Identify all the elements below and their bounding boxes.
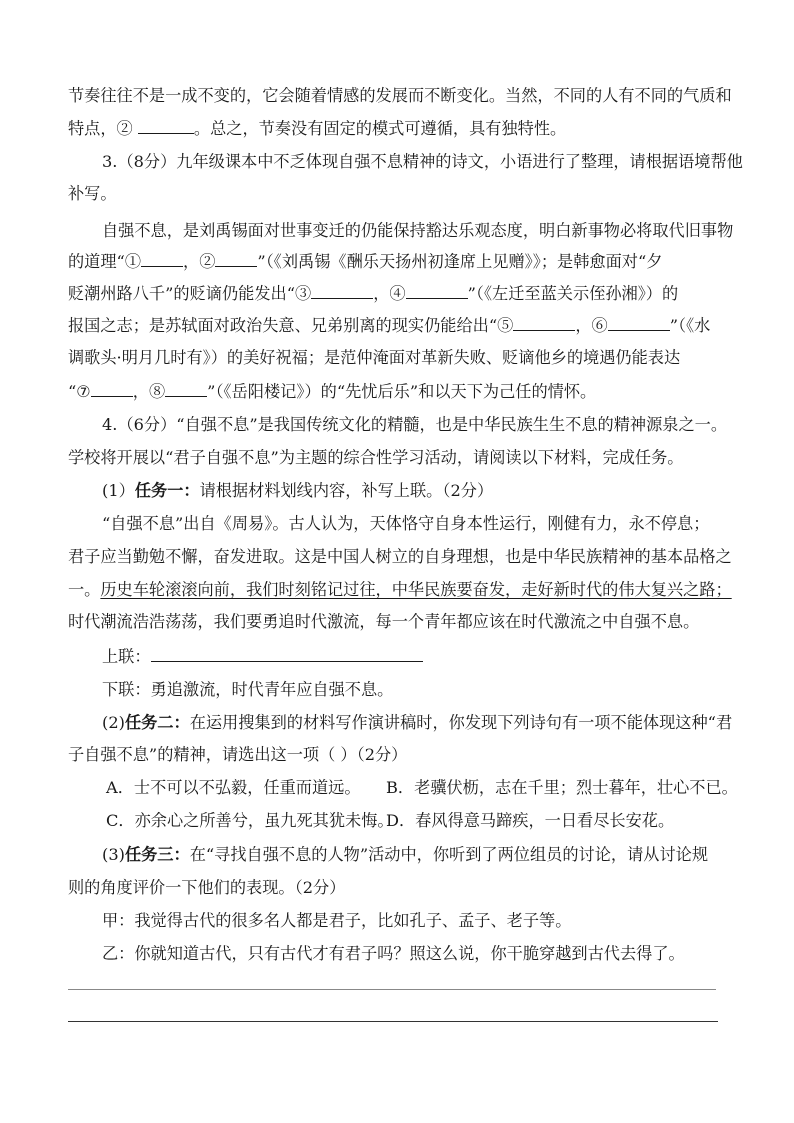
answer-blank-7[interactable] xyxy=(91,380,133,397)
answer-blank-6[interactable] xyxy=(608,314,670,331)
text-span: (1） xyxy=(102,481,135,500)
text-span: “⑦ xyxy=(68,382,91,401)
answer-blank[interactable] xyxy=(138,117,194,134)
question-4-title: 4.（6分）“自强不息”是我国传统文化的精髓，也是中华民族生生不息的精神源泉之一。 xyxy=(102,415,728,434)
dialogue-jia: 甲：我觉得古代的很多名人都是君子，比如孔子、孟子、老子等。 xyxy=(102,911,572,930)
text-line: 补写。 xyxy=(68,184,117,203)
text-line xyxy=(68,117,566,141)
text-span: 的道理“① xyxy=(68,252,142,271)
material-line: 时代潮流浩浩荡荡，我们要勇追时代激流，每一个青年都应该在时代激流之中自强不息。 xyxy=(68,612,700,631)
text-line xyxy=(68,314,710,338)
text-span: 在“寻找自强不息的人物”活动中，你听到了两位组员的讨论，请从讨论规 xyxy=(189,845,709,864)
text-line xyxy=(68,380,596,404)
text-span: 在运用搜集到的材料写作演讲稿时，你发现下列诗句有一项不能体现这种“君 xyxy=(189,713,733,732)
option-a[interactable]: A．士不可以不弘毅，任重而道远。 xyxy=(106,778,361,797)
text-line xyxy=(68,282,678,306)
underlined-material: 历史车轮滚滚向前，我们时刻铭记过往，中华民族要奋发，走好新时代的伟大复兴之路； xyxy=(100,580,732,599)
answer-line[interactable] xyxy=(68,989,716,990)
text-line: 节奏往往不是一成不变的，它会随着情感的发展而不断变化。当然，不同的人有不同的气质和 xyxy=(68,86,732,105)
lower-couplet: 下联：勇追激流，时代青年应自强不息。 xyxy=(102,680,394,699)
text-span: ，⑧ xyxy=(132,382,166,401)
text-span: 一。 xyxy=(68,580,101,599)
question-3-title: 3.（8分）九年级课本中不乏体现自强不息精神的诗文，小语进行了整理，请根据语境帮他 xyxy=(102,152,743,171)
task-1-prompt xyxy=(102,479,493,503)
text-line: 则的角度评价一下他们的表现。（2分） xyxy=(68,878,346,897)
task-label: 任务三： xyxy=(124,845,190,864)
task-label: 任务一： xyxy=(134,481,200,500)
answer-blank-3[interactable] xyxy=(311,282,373,299)
dialogue-yi: 乙：你就知道古代，只有古代才有君子吗？照这么说，你干脆穿越到古代去得了。 xyxy=(102,944,685,963)
upper-couplet-blank[interactable] xyxy=(151,645,423,662)
text-span: ，④ xyxy=(373,284,406,303)
text-line xyxy=(68,250,662,274)
answer-blank-5[interactable] xyxy=(513,314,575,331)
text-span: 请根据材料划线内容，补写上联。（2分） xyxy=(199,481,494,500)
text-span: ”（《左迁至蓝关示侄孙湘》）的 xyxy=(467,284,679,303)
text-span: 报国之志；是苏轼面对政治失意、兄弟别离的现实仍能给出“⑤ xyxy=(68,316,514,335)
material-line xyxy=(68,578,732,602)
text-span: (3) xyxy=(102,845,125,864)
text-span: ，② xyxy=(183,252,216,271)
option-b[interactable]: B．老骥伏枥，志在千里；烈士暮年，壮心不已。 xyxy=(386,778,738,797)
upper-couplet-line xyxy=(102,645,423,669)
answer-blank-2[interactable] xyxy=(215,250,257,267)
text-span: 特点，② xyxy=(68,119,133,138)
text-span: 贬潮州路八千”的贬谪仍能发出“③ xyxy=(68,284,312,303)
text-span: ”（《刘禹锡《酬乐天扬州初逢席上见赠》》；是韩愈面对“夕 xyxy=(257,252,663,271)
answer-blank-1[interactable] xyxy=(141,250,183,267)
text-span: ”（《水 xyxy=(669,316,711,335)
option-c[interactable]: C．亦余心之所善兮，虽九死其犹未悔。 xyxy=(106,811,394,830)
text-span: 上联： xyxy=(102,647,151,666)
text-line: 学校将开展以“君子自强不息”为主题的综合性学习活动，请阅读以下材料，完成任务。 xyxy=(68,448,684,467)
task-label: 任务二： xyxy=(124,713,190,732)
text-line: 调歌头·明月几时有》）的美好祝福；是范仲淹面对革新失败、贬谪他乡的境遇仍能表达 xyxy=(68,348,681,367)
answer-line[interactable] xyxy=(68,1021,718,1022)
material-line: 君子应当勤勉不懈，奋发进取。这是中国人树立的自身理想，也是中华民族精神的基本品格之 xyxy=(68,547,732,566)
material-line: “自强不息”出自《周易》。古人认为，天体恪守自身本性运行，刚健有力，永不停息； xyxy=(102,514,710,533)
task-3-prompt xyxy=(102,843,708,867)
task-2-prompt xyxy=(102,711,732,735)
text-span: (2) xyxy=(102,713,125,732)
option-d[interactable]: D．春风得意马蹄疾，一日看尽长安花。 xyxy=(386,811,675,830)
text-line: 自强不息，是刘禹锡面对世事变迁的仍能保持豁达乐观态度，明白新事物必将取代旧事物 xyxy=(102,221,734,240)
answer-blank-8[interactable] xyxy=(165,380,207,397)
text-span: ，⑥ xyxy=(575,316,608,335)
text-line: 子自强不息”的精神，请选出这一项（ ）（2分） xyxy=(68,745,408,764)
answer-blank-4[interactable] xyxy=(406,282,468,299)
text-span: 。总之，节奏没有固定的模式可遵循，具有独特性。 xyxy=(193,119,567,138)
text-span: ”（《岳阳楼记》）的“先忧后乐”和以天下为己任的情怀。 xyxy=(207,382,597,401)
